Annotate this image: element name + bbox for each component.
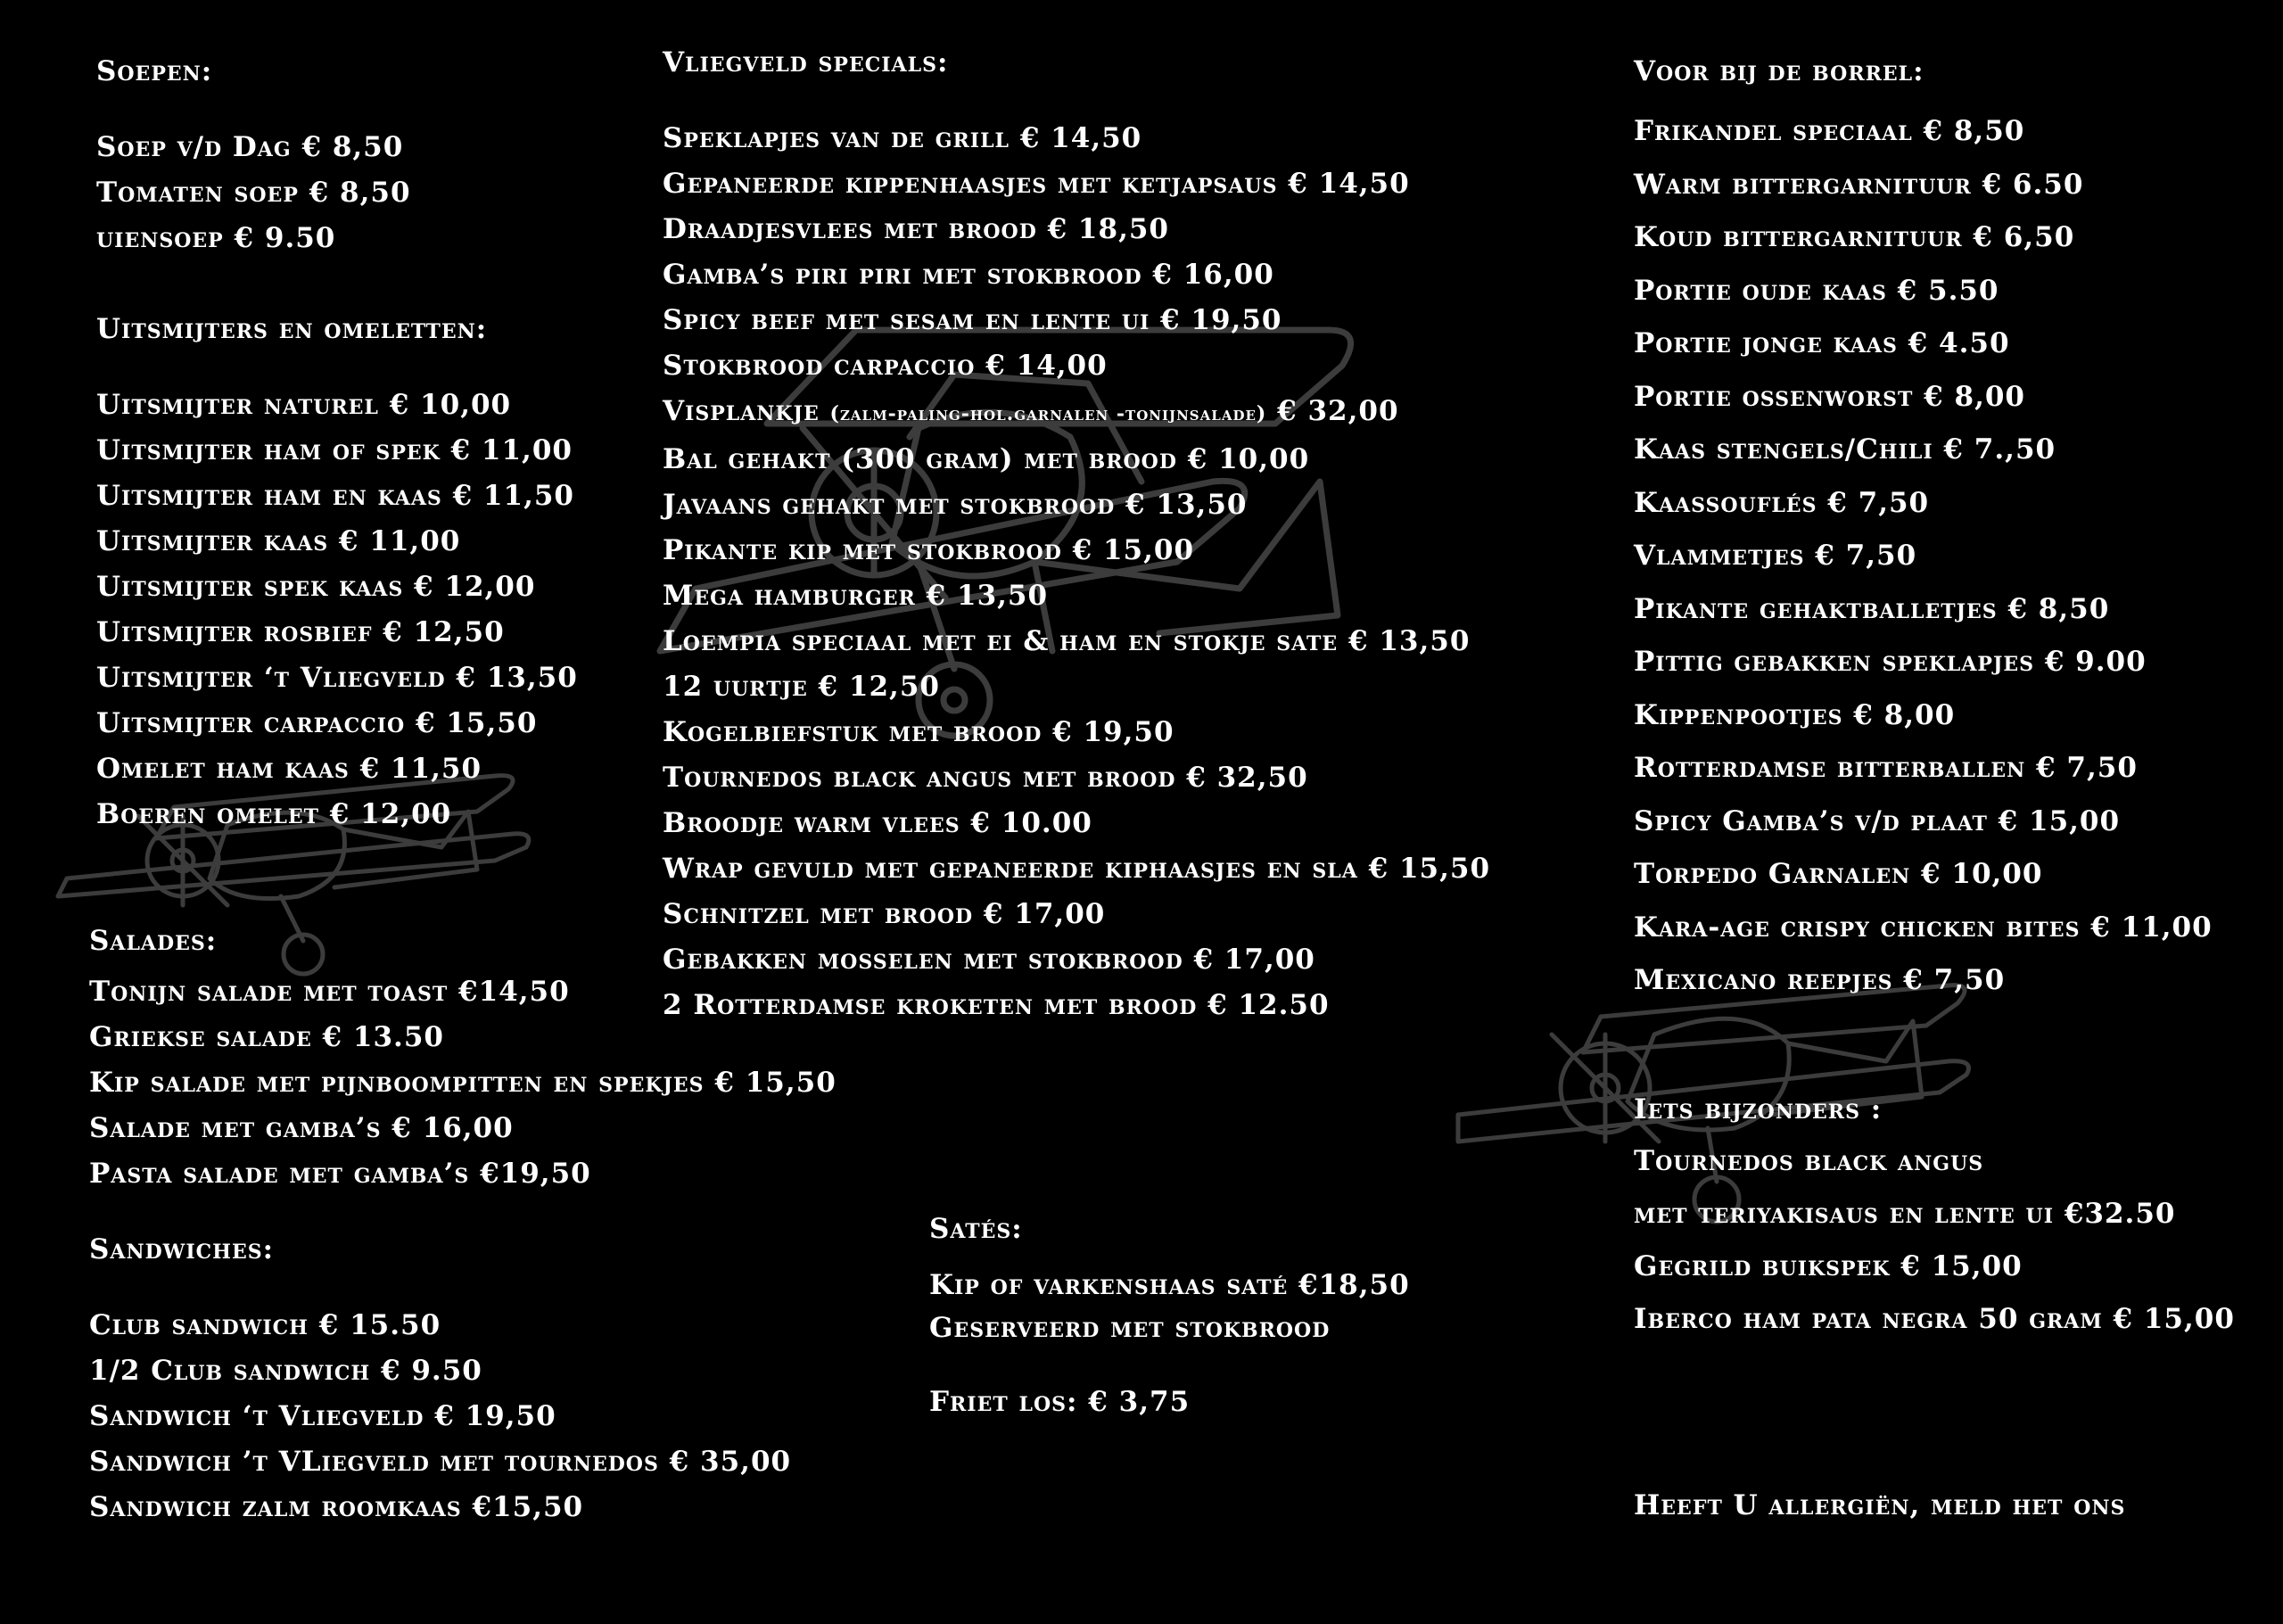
menu-item: Kaas stengels/Chili € 7.,50 [1634, 433, 2056, 466]
menu-item: Gebakken mosselen met stokbrood € 17,00 [663, 944, 1315, 976]
menu-item: Soep v/d Dag € 8,50 [96, 131, 404, 163]
menu-item: Tonijn salade met toast €14,50 [89, 976, 570, 1008]
soepen-section [96, 49, 578, 837]
menu-item: Pittig gebakken speklapjes € 9.00 [1634, 646, 2147, 678]
menu-item: Gegrild buikspek € 15,00 [1634, 1250, 2023, 1282]
menu-item: Uitsmijter ‘t Vliegveld € 13,50 [96, 662, 578, 694]
menu-item: Griekse salade € 13.50 [89, 1021, 444, 1053]
menu-item: 2 Rotterdamse kroketen met brood € 12.50 [663, 989, 1330, 1021]
menu-item: Portie oude kaas € 5.50 [1634, 274, 1999, 307]
menu-item-friet: Friet los: € 3,75 [929, 1386, 1191, 1418]
menu-item: Koud bittergarnituur € 6,50 [1634, 221, 2075, 253]
menu-item: Portie jonge kaas € 4.50 [1634, 327, 2010, 359]
specials-section [663, 40, 1490, 1028]
menu-item: Javaans gehakt met stokbrood € 13,50 [663, 489, 1248, 521]
menu-item: Bal gehakt (300 gram) met brood € 10,00 [663, 443, 1310, 475]
menu-item: Warm bittergarnituur € 6.50 [1634, 168, 2084, 201]
menu-item: uiensoep € 9.50 [96, 222, 336, 254]
sates-section [929, 1207, 1410, 1425]
menu-item: Broodje warm vlees € 10.00 [663, 807, 1092, 839]
menu-item: Speklapjes van de grill € 14,50 [663, 122, 1142, 154]
menu-item: Kip salade met pijnboompitten en spekjes € 15,50 [89, 1067, 837, 1099]
menu-item: Gepaneerde kippenhaasjes met ketjapsaus € 14,50 [663, 168, 1410, 200]
menu-item: Uitsmijter ham en kaas € 11,50 [96, 480, 575, 512]
menu-item: Club sandwich € 15.50 [89, 1309, 441, 1341]
section-heading-uitsmijters: Uitsmijters en omeletten: [96, 313, 488, 345]
menu-item: Loempia speciaal met ei & ham en stokje sate € 13,50 [663, 625, 1471, 657]
menu-item: Spicy Gamba’s v/d plaat € 15,00 [1634, 804, 2121, 837]
menu-item: met teriyakisaus en lente ui €32.50 [1634, 1198, 2176, 1230]
menu-item: Boeren omelet € 12,00 [96, 798, 452, 830]
menu-item: Frikandel speciaal € 8,50 [1634, 115, 2025, 147]
menu-item: Stokbrood carpaccio € 14,00 [663, 350, 1108, 382]
section-heading-sandwiches: Sandwiches: [89, 1233, 275, 1265]
menu-item: Schnitzel met brood € 17,00 [663, 898, 1106, 930]
menu-item: Uitsmijter naturel € 10,00 [96, 389, 512, 421]
item-detail: (zalm-paling-hol.garnalen -tonijnsalade) [829, 402, 1267, 425]
menu-item: Vlammetjes € 7,50 [1634, 540, 1917, 572]
menu-item: Kip of varkenshaas saté €18,50 [929, 1269, 1410, 1301]
menu-item: Portie ossenworst € 8,00 [1634, 380, 2025, 413]
menu-item: Uitsmijter kaas € 11,00 [96, 525, 461, 557]
menu-item: Kippenpootjes € 8,00 [1634, 698, 1956, 731]
section-heading-salades: Salades: [89, 925, 218, 957]
menu-item: Torpedo Garnalen € 10,00 [1634, 858, 2043, 890]
section-heading-borrel: Voor bij de borrel: [1634, 55, 1924, 87]
menu-item: Rotterdamse bitterballen € 7,50 [1634, 752, 2138, 784]
menu-item: Kaassouflés € 7,50 [1634, 486, 1930, 519]
section-heading-sates: Satés: [929, 1213, 1023, 1245]
menu-item: Kara-age crispy chicken bites € 11,00 [1634, 911, 2213, 944]
bijzonders-section [1634, 1084, 2235, 1346]
menu-item: Uitsmijter carpaccio € 15,50 [96, 707, 538, 739]
menu-item: Mega hamburger € 13,50 [663, 580, 1049, 612]
menu-item: Uitsmijter rosbief € 12,50 [96, 616, 505, 648]
menu-item: Iberco ham pata negra 50 gram € 15,00 [1634, 1303, 2235, 1335]
menu-item: Uitsmijter spek kaas € 12,00 [96, 571, 536, 603]
menu-item: Pikante gehaktballetjes € 8,50 [1634, 592, 2110, 625]
menu-item: Draadjesvlees met brood € 18,50 [663, 213, 1169, 245]
menu-item-visplankje [663, 389, 1490, 437]
menu-item: Uitsmijter ham of spek € 11,00 [96, 434, 573, 466]
menu-item: Spicy beef met sesam en lente ui € 19,50 [663, 304, 1282, 336]
section-heading-bijzonders: Iets bijzonders : [1634, 1093, 1883, 1125]
menu-item: 1/2 Club sandwich € 9.50 [89, 1355, 482, 1387]
item-price: € 32,00 [1277, 395, 1399, 427]
menu-item: Wrap gevuld met gepaneerde kiphaasjes en sla € 15,50 [663, 853, 1491, 885]
menu-item: Sandwich ’t VLiegveld met tournedos € 35,00 [89, 1446, 792, 1478]
menu-item: Pikante kip met stokbrood € 15,00 [663, 534, 1195, 566]
menu-item: Sandwich zalm roomkaas €15,50 [89, 1491, 584, 1523]
menu-item: Kogelbiefstuk met brood € 19,50 [663, 716, 1174, 748]
item-name: Visplankje [663, 395, 820, 427]
menu-item: Gamba’s piri piri met stokbrood € 16,00 [663, 259, 1274, 291]
borrel-section [1634, 49, 2213, 1008]
menu-item: Salade met gamba’s € 16,00 [89, 1112, 514, 1144]
menu-item: 12 uurtje € 12,50 [663, 671, 940, 703]
menu-item: Pasta salade met gamba’s €19,50 [89, 1158, 591, 1190]
menu-item: Tournedos black angus met brood € 32,50 [663, 762, 1308, 794]
menu-item: Geserveerd met stokbrood [929, 1312, 1331, 1344]
menu-item: Omelet ham kaas € 11,50 [96, 753, 482, 785]
menu-item: Tomaten soep € 8,50 [96, 177, 411, 209]
section-heading-specials: Vliegveld specials: [663, 46, 949, 78]
allergy-notice: Heeft U allergiën, meld het ons [1634, 1489, 2126, 1521]
section-heading-soepen: Soepen: [96, 55, 213, 87]
menu-item: Tournedos black angus [1634, 1145, 1984, 1177]
menu-item: Sandwich ‘t Vliegveld € 19,50 [89, 1400, 556, 1432]
menu-item: Mexicano reepjes € 7,50 [1634, 964, 2006, 996]
